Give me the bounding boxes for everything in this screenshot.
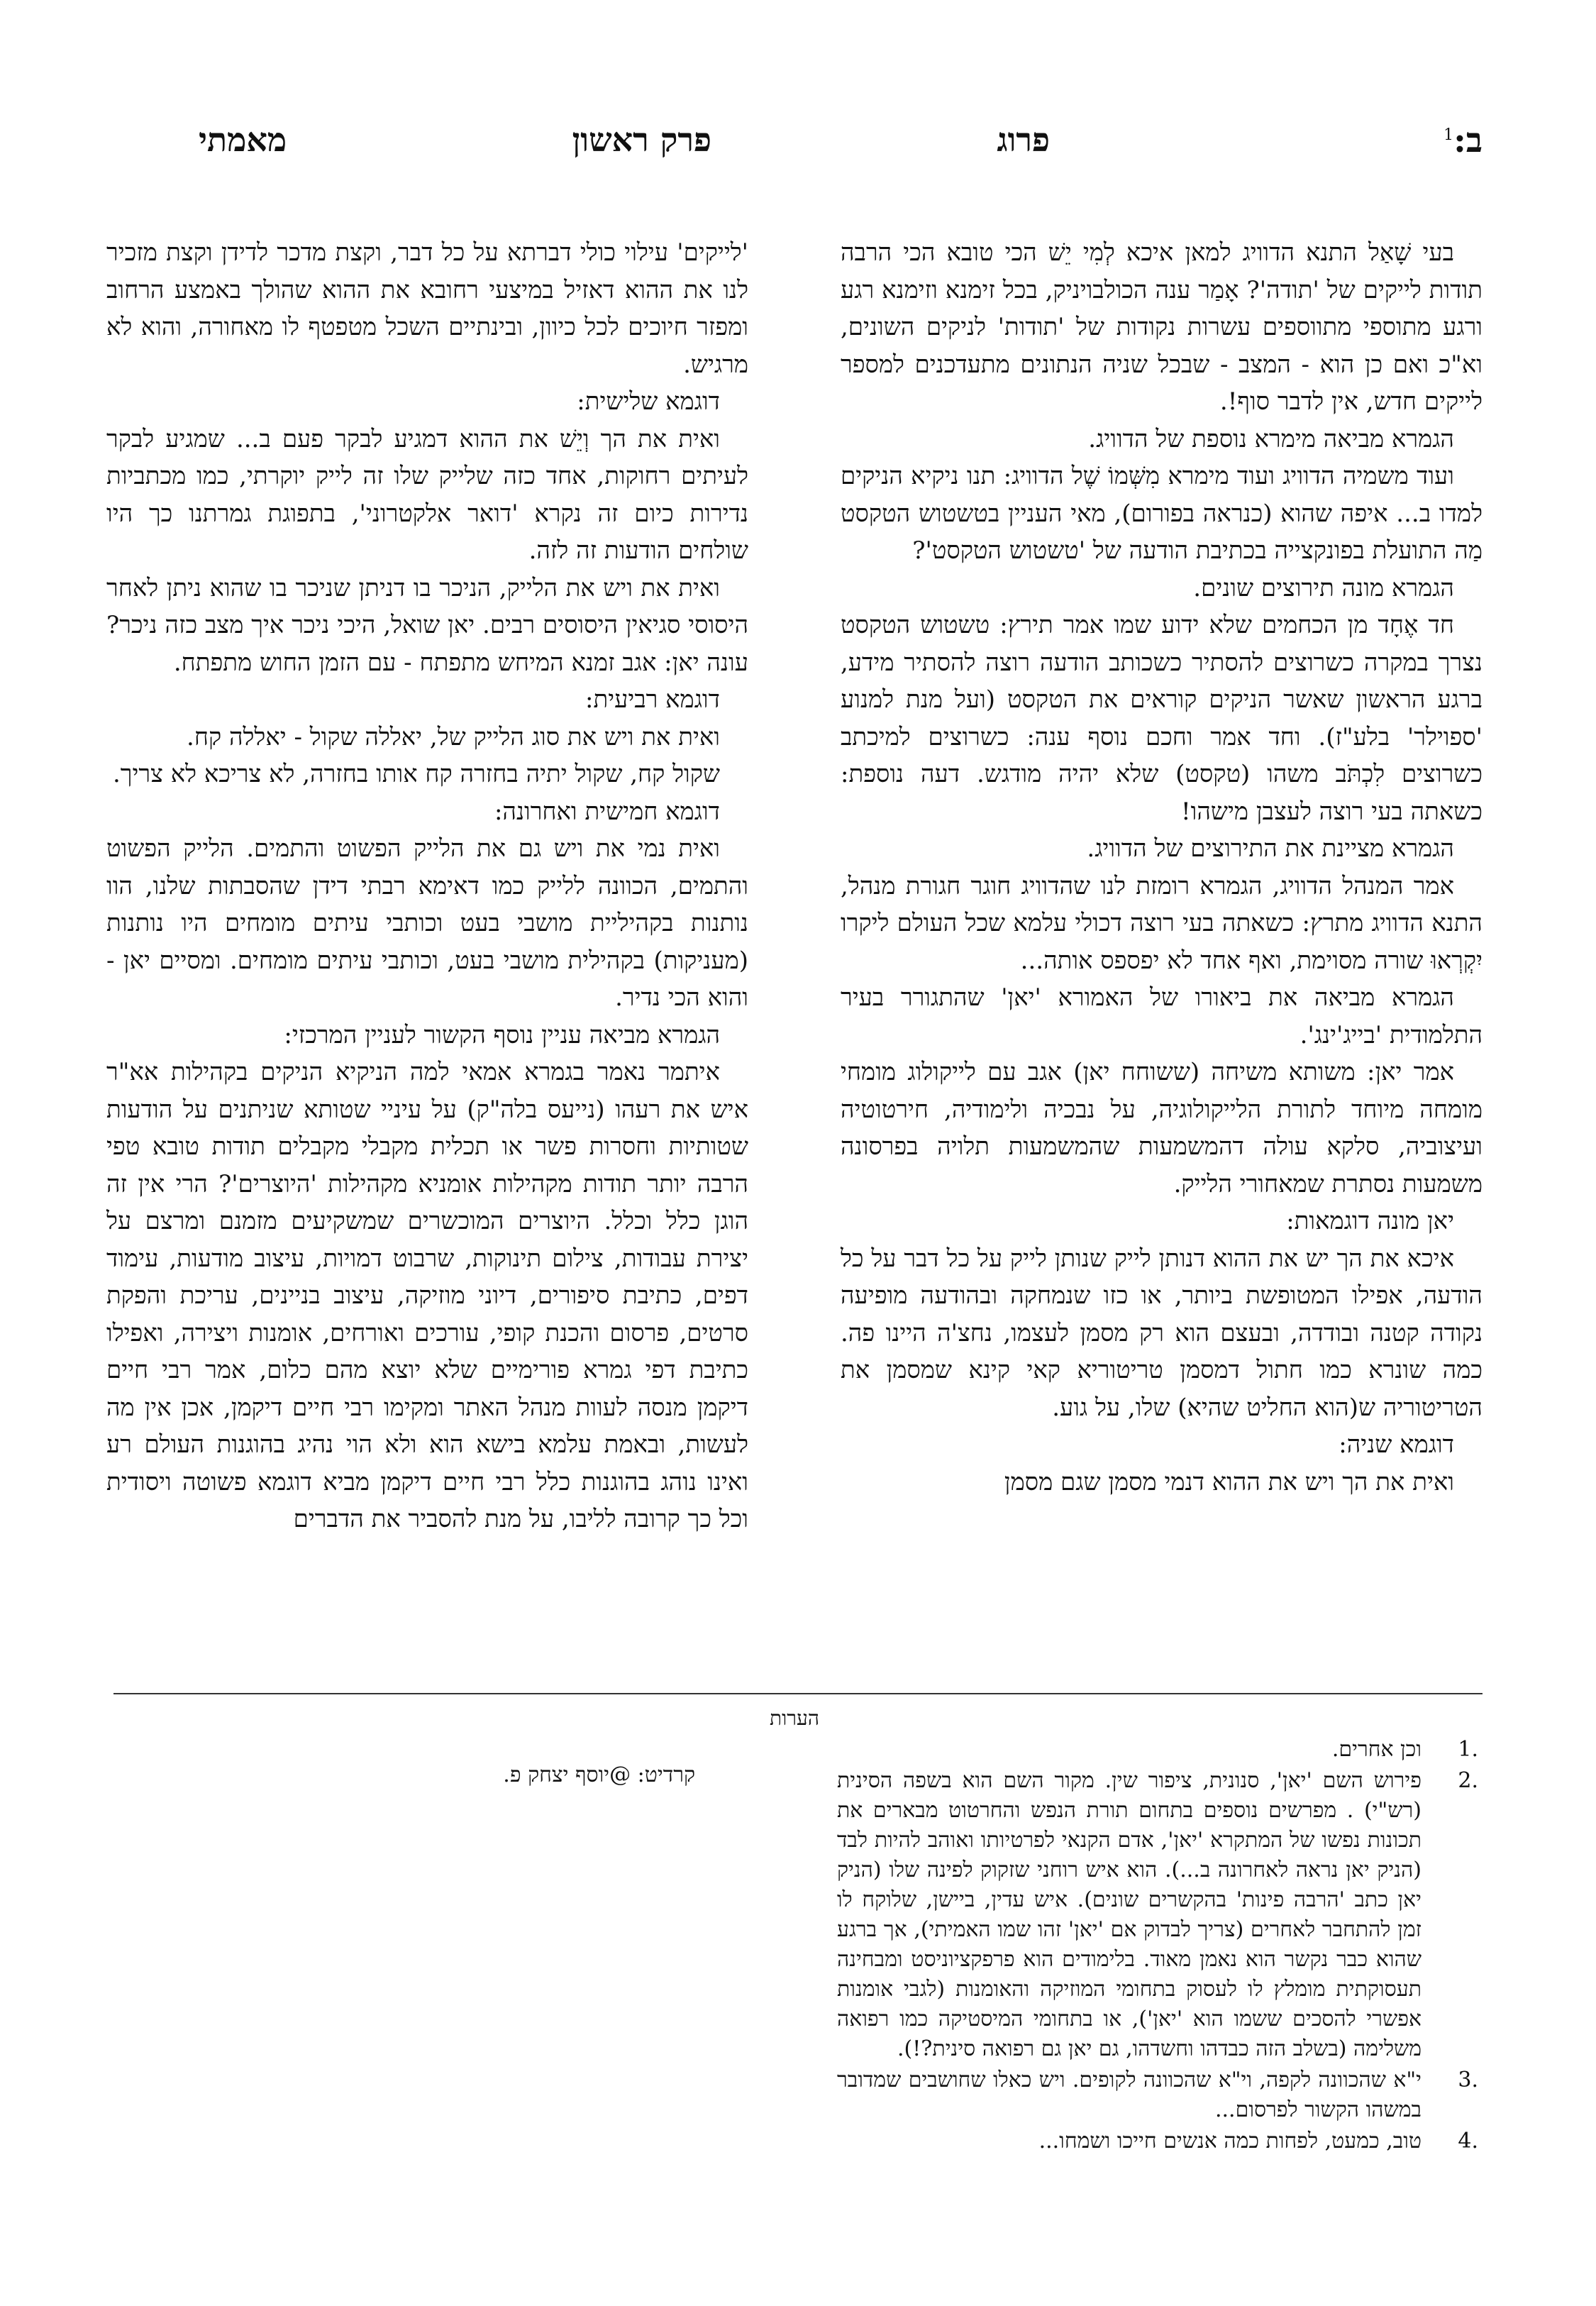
paragraph: הגמרא מביאה עניין נוסף הקשור לעניין המרכזי: xyxy=(284,1020,720,1049)
footnote-number: .2 xyxy=(1458,1768,1478,1793)
paragraph: אמר יאן: משותא משיחה (ששוחח יאן) אגב עם לייקולוג מומחי מומחה מיוחד לתורת הלייקולוגיה, על נבכיה ולימודיה, חירטוטיה ועיצוביה, סלקא עולה דהמשמעות שהמשמעות תלויה בפרסונה משמעות נסתרת שמאחורי הלייק. xyxy=(841,1058,1483,1198)
footnote-text: וכן אחרים. xyxy=(1331,1737,1422,1762)
paragraph: ואית את הך ויש את ההוא דנמי מסמן שגם מסמן xyxy=(1004,1467,1454,1496)
tractate-title: מאמתי xyxy=(199,121,287,159)
paragraph: דוגמא חמישית ואחרונה: xyxy=(494,797,720,826)
footnotes-divider xyxy=(113,1693,1483,1694)
footnote-text: י"א שהכוונה לקפה, וי"א שהכוונה לקופים. ויש כאלו שחושבים שמדובר במשהו הקשור לפרסום... xyxy=(837,2068,1422,2122)
forum-title: פרוג xyxy=(997,121,1050,159)
paragraph: הגמרא מציינת את התירוצים של הדוויג. xyxy=(1087,834,1454,863)
running-head xyxy=(199,121,1050,159)
paragraph: שקול קח, שקול יתיה בחזרה קח אותו בחזרה, לא צריכא לא צריך. xyxy=(112,760,720,788)
paragraph: יאן מונה דוגמאות: xyxy=(1286,1207,1454,1235)
paragraph: איתמר נאמר בגמרא אמאי למה הניקיא הניקים בקהילות אא"ר איש את רעהו (נייעס בלה"ק) על עיניי שטותא שניתנים על הודעות שטותיות וחסרות פשר או תכלית מקבלי מקבלים תודות טובא טפי הרבה יותר תודות מקהילות אומניא מקהילות 'היוצרים'? הרי אין זה הוגן כלל וכלל. היוצרים המוכשרים שמשקיעים מזמנם ומרצם על יצירת עבודות, צילום תינוקות, שרבוט דמויות, עיצוב מודעות, עימוד דפים, כתיבת סיפורים, דיוני מוזיקה, עיצוב בניינים, עריכת והפקת סרטים, פרסום והכנת קופי, עורכים ואורחים, אומנות ויצירה, ואפילו כתיבת דפי גמרא פורימיים שלא יוצא מהם כלום, אמר רבי חיים דיקמן מנסה לעוות מנהל האתר ומקימו רבי חיים דיקמן, אכן אין מה לעשות, ובאמת עלמא בישא הוא ולא הוי נהיג בהוגנות העולם רע ואינו נוהג בהוגנות כלל רבי חיים דיקמן מביא דוגמא פשוטה ויסודית וכל כך קרובה לליבו, על מנת להסביר את הדברים xyxy=(106,1058,748,1533)
paragraph: הגמרא מביאה את ביאורו של האמורא 'יאן' שהתגורר בעיר התלמודית 'בייג'ינג'. xyxy=(841,983,1483,1049)
footnotes-list xyxy=(837,1735,1483,2158)
footnote xyxy=(837,2065,1483,2125)
footnote xyxy=(837,1735,1483,1765)
footnote-number: .1 xyxy=(1458,1737,1478,1762)
footnote-number: .3 xyxy=(1458,2068,1478,2092)
paragraph: דוגמא שניה: xyxy=(1339,1430,1454,1459)
footnote-number: .4 xyxy=(1458,2129,1478,2153)
footnote-text: טוב, כמעט, לפחות כמה אנשים חייכו ושמחו... xyxy=(1038,2129,1422,2153)
folio-label: ב: xyxy=(1453,121,1483,160)
paragraph: 'לייקים' עילוי כולי דברתא על כל דבר, וקצת מדכר לדידן וקצת מזכיר לנו את ההוא דאזיל במיצעי רחובא את ההוא שהולך באמצע הרחוב ומפזר חיוכים לכל כיוון, ובינתיים השכל מטפטף לו מאחורה, והוא לא מרגיש. xyxy=(106,238,748,379)
right-text-column xyxy=(841,234,1483,1501)
left-text-column xyxy=(106,234,748,1538)
paragraph: חד אֶחָד מן הכחמים שלא ידוע שמו אמר תירץ: טשטוש הטקסט נצרך במקרה כשרוצים להסתיר כשכותב הודעה רוצה להסתיר מידע, ברגע הראשון שאשר הניקים קוראים את הטקסט (ועל מנת למנוע 'ספוילר' בלע"ז). וחד אמר וחכם נוסף ענה: כשרוצים למיכתב כשרוצים לִכְתֹּב משהו (טקסט) שלא יהיה מודגש. דעה נוספת: כשאתה בעי רוצה לעצבן מישהו! xyxy=(841,611,1483,826)
chapter-title: פרק ראשון xyxy=(572,121,712,159)
paragraph: ואית את הך וְיֵשׁ את ההוא דמגיע לבקר פעם ב... שמגיע לבקר לעיתים רחוקות, אחד כזה שלייק שלו זה לייק יוקרתי, כמו מכתביות נדירות כיום זה נקרא 'דואר אלקטרוני', בתפוגת גמרתנו כך היו שולחים הודעות זה לזה. xyxy=(106,424,748,565)
paragraph: דוגמא רביעית: xyxy=(585,685,720,714)
folio-number xyxy=(1443,121,1483,160)
footnote xyxy=(837,2126,1483,2156)
paragraph: הגמרא מונה תירוצים שונים. xyxy=(1193,573,1454,602)
paragraph: ועוד משמיה הדוויג ועוד מימרא מִשְּׁמוֹ שֶׁל הדוויג: תנו ניקיא הניקים למדו ב... איפה שהוא (כנראה בפורום), מאי העניין בטשטוש הטקסט מַה התועלת בפונקצייה בכתיבת הודעה של 'טשטוש הטקסט'? xyxy=(841,462,1483,565)
paragraph: ואית נמי את ויש גם את הלייק הפשוט והתמים. הלייק הפשוט והתמים, הכוונה ללייק כמו דאימא רבתי דידן שהסבתות שלנו, הוו נותנות בקהיליית מושבי בעט וכותבי עיתים מומחים היו נותנות (מעניקות) בקהילית מושבי בעט, וכותבי עיתים מומחים. ומסיים יאן - והוא הכי נדיר. xyxy=(106,834,748,1012)
paragraph: הגמרא מביאה מימרא נוספת של הדוויג. xyxy=(1088,424,1454,453)
footnote-text: פירוש השם 'יאן', סנונית, ציפור שין. מקור השם הוא בשפה הסינית (רש"י) . מפרשים נוספים בתחום תורת הנפש והחרטוט מבארים את תכונות נפשו של המתקרא 'יאן', אדם הקנאי לפרטיותו ואוהב להיות לבד (הניק יאן נראה לאחרונה ב...). הוא איש רוחני שזקוק לפינה שלו (הניק יאן כתב 'הרבה פינות' בהקשרים שונים). איש עדין, ביישן, שלוקח לו זמן להתחבר לאחרים (צריך לבדוק אם 'יאן' זהו שמו האמיתי), אך ברגע שהוא כבר נקשר הוא נאמן מאוד. בלימודים הוא פרפקציוניסט ומבחינה תעסוקתית מומלץ לו לעסוק בתחומי המוזיקה והאומנות (לגבי אומנות אפשרי להסכים ששמו הוא 'יאן'), או בתחומי המיסטיקה כמו רפואה משלימה (בשלב הזה כבדהו וחשדהו, גם יאן גם רפואה סינית?!). xyxy=(837,1768,1422,2061)
footnotes-title: הערות xyxy=(770,1706,819,1730)
paragraph: ואית את ויש את סוג הלייק של, יאללה שקול - יאללה קח. xyxy=(187,722,720,751)
paragraph: אמר המנהל הדוויג, הגמרא רומזת לנו שהדוויג חוגר חגורת מנהל, התנא הדוויג מתרץ: כשאתה בעי רוצה דכולי עלמא שכל העולם ליקרו יִקְרְאוּ שורה מסוימת, ואף אחד לא יפספס אותה... xyxy=(841,871,1483,975)
paragraph: דוגמא שלישית: xyxy=(577,387,720,416)
folio-footnote-mark: 1 xyxy=(1443,126,1454,144)
credit-line: קרדיט: @יוסף יצחק פ. xyxy=(503,1762,695,1787)
footnote xyxy=(837,1766,1483,2064)
page-header xyxy=(113,121,1483,184)
paragraph: בעי שָׁאַל התנא הדוויג למאן איכא לְמִי יֵשׁ הכי טובא הכי הרבה תודות לייקים של 'תודה'? אָמַר ענה הכולבויניק, בכל זימנא וזימנא רגע ורגע מתוספי מתווספים עשרות נקודות של 'תודות' לניקים השונים, וא"כ ואם כן הוא - המצב - שבכל שניה הנתונים מתעדכנים למספר לייקים חדש, אין לדבר סוף!. xyxy=(841,238,1483,416)
paragraph: איכא את הך יש את ההוא דנותן לייק שנותן לייק על כל דבר על כל הודעה, אפילו המטופשת ביותר, או כזו שנמחקה ובהודעה מופיעה נקודה קטנה ובודדה, ובעצם הוא רק מסמן לעצמו, נחצ'ה היינו פה. כמה שונרא כמו חתול דמסמן טריטוריא קאי קינא שמסמן את הטריטוריה ש(הוא החליט שהיא) שלו, על גוע. xyxy=(841,1244,1483,1422)
paragraph: ואית את ויש את הלייק, הניכר בו דניתן שניכר בו שהוא ניתן לאחר היסוסי סגיאין היסוסים רבים. יאן שואל, היכי ניכר איך מצב כזה ניכר? עונה יאן: אגב זמנא המיחש מתפתח - עם הזמן החוש מתפתח. xyxy=(106,573,748,677)
